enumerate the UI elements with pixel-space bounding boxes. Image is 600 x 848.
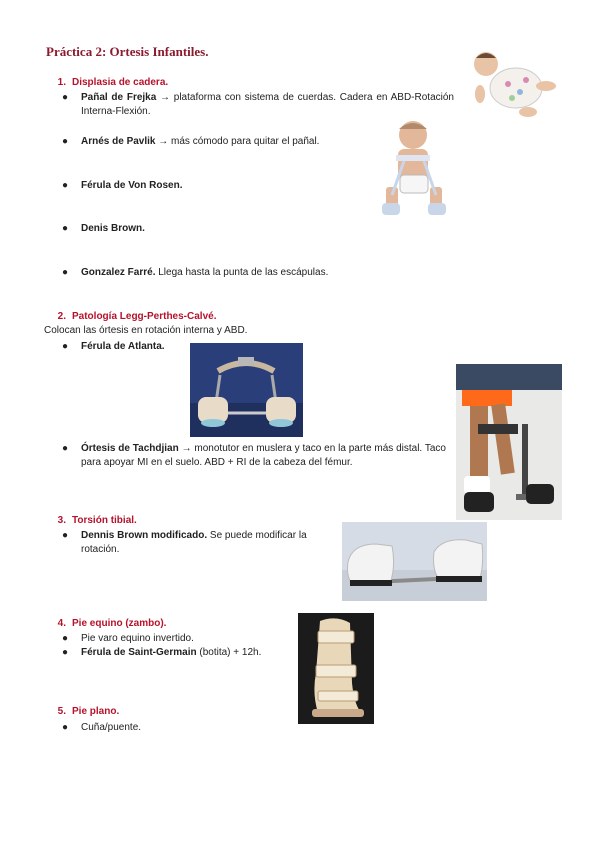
item-text: → plataforma con sistema de cuerdas. Cadera en ABD-Rotación Interna-Flexión. (81, 92, 454, 117)
pavlik-harness-photo (380, 115, 450, 219)
bullet-icon: ● (62, 92, 69, 103)
section-heading-5 (46, 706, 119, 717)
atlanta-brace-photo (190, 343, 303, 437)
item-term: Férula de Von Rosen. (81, 180, 183, 191)
section-title: Pie equino (zambo). (72, 618, 167, 629)
section-number: 3. (57, 515, 66, 526)
list-item (62, 529, 332, 557)
item-text: (botita) + 12h. (196, 647, 262, 658)
item-text: Se puede modificar la rotación. (81, 530, 307, 555)
item-term: Férula de Saint-Germain (81, 647, 197, 658)
section-heading-1 (46, 77, 168, 88)
item-text: → más cómodo para quitar el pañal. (155, 136, 320, 147)
page-title: Práctica 2: Ortesis Infantiles. (46, 44, 209, 59)
item-text: → monotutor en muslera y taco en la parte más distal. Taco para apoyar MI en el suelo. ABD + RI de la cabeza del fémur. (81, 443, 446, 468)
section-title: Patología Legg-Perthes-Calvé. (72, 311, 217, 322)
list-item (62, 721, 262, 735)
section-number: 2. (57, 311, 66, 322)
section-title: Pie plano. (72, 706, 120, 717)
item-term: Arnés de Pavlik (81, 136, 156, 147)
item-text: Cuña/puente. (81, 722, 142, 733)
bullet-icon: ● (62, 722, 69, 733)
bullet-icon: ● (62, 341, 69, 352)
list-item (62, 135, 362, 149)
list-item (62, 266, 462, 280)
section-number: 1. (57, 77, 66, 88)
item-text: Llega hasta la punta de las escápulas. (155, 267, 329, 278)
saint-germain-splint-photo (298, 613, 374, 724)
list-item (62, 646, 292, 660)
dennis-brown-bar-photo (342, 522, 487, 601)
frejka-pillow-photo (468, 46, 558, 122)
section-intro: Colocan las órtesis en rotación interna y ABD. (44, 325, 248, 336)
item-term: Dennis Brown modificado. (81, 530, 208, 541)
section-title: Torsión tibial. (72, 515, 137, 526)
list-item (62, 179, 362, 193)
list-item (62, 222, 362, 236)
bullet-icon: ● (62, 180, 69, 191)
section-heading-2 (46, 311, 216, 322)
section-heading-3 (46, 515, 137, 526)
item-term: Férula de Atlanta. (81, 341, 165, 352)
tachdjian-orthosis-photo (456, 364, 562, 520)
bullet-icon: ● (62, 136, 69, 147)
item-term: Denis Brown. (81, 223, 145, 234)
bullet-icon: ● (62, 443, 69, 454)
section-number: 4. (57, 618, 66, 629)
bullet-icon: ● (62, 223, 69, 234)
list-item (62, 632, 292, 646)
section-heading-4 (46, 618, 166, 629)
item-term: Órtesis de Tachdjian (81, 443, 179, 454)
bullet-icon: ● (62, 647, 69, 658)
bullet-icon: ● (62, 267, 69, 278)
list-item (62, 442, 446, 470)
item-text: Pie varo equino invertido. (81, 633, 194, 644)
bullet-icon: ● (62, 530, 69, 541)
item-term: Pañal de Frejka (81, 92, 157, 103)
bullet-icon: ● (62, 633, 69, 644)
item-term: Gonzalez Farré. (81, 267, 156, 278)
section-title: Displasia de cadera. (72, 77, 169, 88)
section-number: 5. (57, 706, 66, 717)
